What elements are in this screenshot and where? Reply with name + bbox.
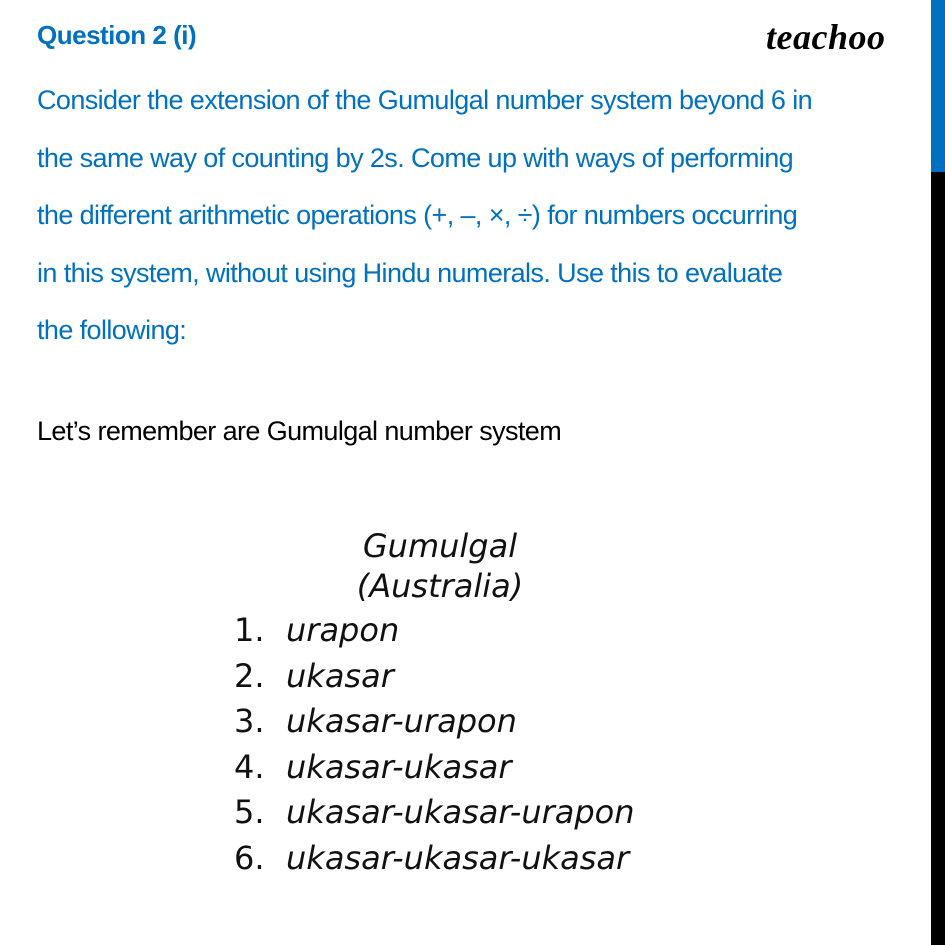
item-number: 6. <box>234 838 265 877</box>
list-item <box>200 699 660 745</box>
item-number: 3. <box>234 702 265 740</box>
gumulgal-number-list <box>200 526 660 881</box>
question-line: Consider the extension of the Gumulgal number system beyond 6 in <box>37 85 813 115</box>
question-line: the following: <box>37 315 187 345</box>
gumulgal-items <box>200 608 660 881</box>
item-word: ukasar <box>286 656 394 695</box>
list-item <box>200 836 660 882</box>
gumulgal-title: Gumulgal <box>362 527 518 565</box>
item-number: 2. <box>234 656 265 695</box>
item-word: ukasar-urapon <box>286 702 517 740</box>
item-number: 1. <box>234 611 265 649</box>
question-text <box>37 72 927 360</box>
question-line: the different arithmetic operations (+, –, ×, ÷) for numbers occurring <box>37 200 798 230</box>
gumulgal-subtitle: (Australia) <box>356 567 524 605</box>
list-item <box>200 654 660 700</box>
item-word: urapon <box>286 611 400 649</box>
question-title: Question 2 (i) <box>37 20 197 50</box>
question-line: the same way of counting by 2s. Come up with ways of performing <box>37 142 794 173</box>
question-line: in this system, without using Hindu numerals. Use this to evaluate <box>37 257 783 288</box>
item-word: ukasar-ukasar-urapon <box>286 793 635 831</box>
remember-text: Let’s remember are Gumulgal number system <box>37 416 562 446</box>
list-item <box>200 745 660 791</box>
teachoo-logo: teachoo <box>766 17 886 57</box>
side-accent-bar <box>931 0 945 172</box>
item-word: ukasar-ukasar-ukasar <box>286 838 630 877</box>
item-word: ukasar-ukasar <box>286 747 512 786</box>
list-item <box>200 608 660 654</box>
item-number: 4. <box>234 747 265 786</box>
side-dark-bar <box>931 172 945 945</box>
list-item <box>200 790 660 836</box>
item-number: 5. <box>234 793 265 831</box>
